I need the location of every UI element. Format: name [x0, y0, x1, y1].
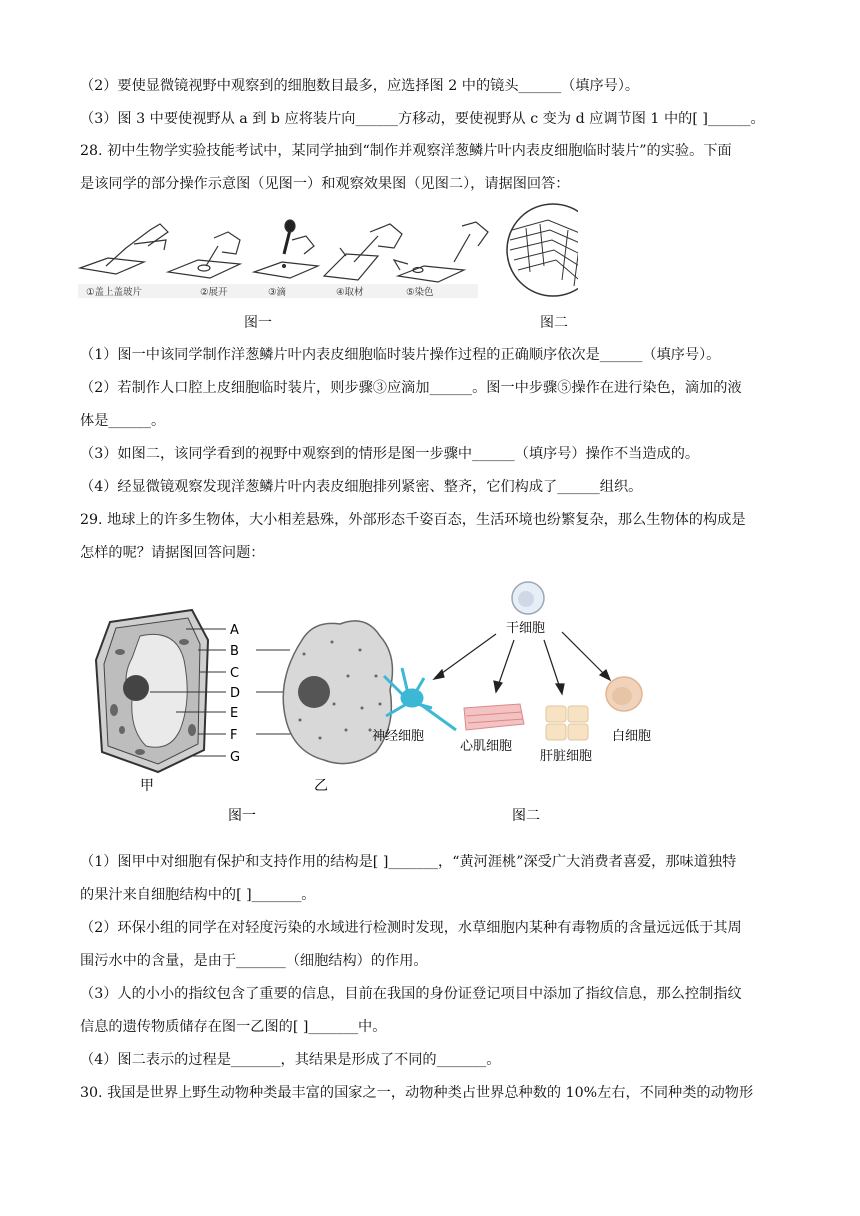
q29-part1-line1: （1）图甲中对细胞有保护和支持作用的结构是[ ]_______，“黄河涯桃”深受广大消费者喜爱，那味道独特 [80, 854, 737, 870]
step4-label: ④取材 [336, 287, 364, 298]
label-yi: 乙 [314, 778, 328, 794]
wbc-label: 白细胞 [612, 729, 652, 744]
q30-stem-line1: 30. 我国是世界上野生动物种类最丰富的国家之一，动物种类占世界总种数的 10%左右，不同种类的动物形 [80, 1085, 754, 1101]
label-jia: 甲 [140, 778, 154, 794]
fig29-caption2: 图二 [512, 808, 540, 824]
q29-part3-line2: 信息的遗传物质储存在图一乙图的[ ]_______中。 [80, 1019, 387, 1035]
step5-illustration [394, 222, 488, 282]
step2-label: ②展开 [200, 287, 228, 298]
q29-part2-line2: 围污水中的含量，是由于_______（细胞结构）的作用。 [80, 953, 428, 969]
label-f: F [230, 728, 238, 743]
label-a: A [230, 623, 239, 638]
plant-cell-illustration [96, 610, 208, 772]
label-g: G [230, 750, 241, 765]
heart-cell-label: 心肌细胞 [460, 739, 513, 754]
q28-part2-line2: 体是______。 [80, 413, 166, 429]
step2-illustration [168, 232, 240, 278]
fig28-caption2: 图二 [540, 315, 568, 331]
q29-figure [80, 580, 660, 830]
label-c: C [230, 666, 240, 681]
nerve-cell-illustration [384, 668, 456, 730]
microscope-view-illustration [507, 204, 578, 296]
q29-stem-line1: 29. 地球上的许多生物体，大小相差悬殊，外部形态千姿百态，生活环境也纷繁复杂，那么生物体的构成是 [80, 512, 746, 528]
stem-cell-illustration [512, 582, 544, 614]
liver-cell-label: 肝脏细胞 [540, 749, 593, 764]
q28-figure [78, 200, 578, 335]
liver-cell-illustration [546, 706, 588, 740]
white-blood-cell-illustration [606, 677, 642, 711]
q27-part2: （2）要使显微镜视野中观察到的细胞数目最多，应选择图 2 中的镜头______（填序号）。 [80, 78, 640, 94]
step5-label: ⑤染色 [406, 287, 434, 298]
step3-illustration [254, 220, 318, 278]
nerve-cell-label: 神经细胞 [372, 729, 425, 744]
q29-part4: （4）图二表示的过程是_______，其结果是形成了不同的_______。 [80, 1052, 501, 1068]
q27-part3: （3）图 3 中要使视野从 a 到 b 应将装片向______方移动，要使视野从 c 变为 d 应调节图 1 中的[ ]______。 [80, 111, 765, 127]
label-e: E [230, 706, 239, 721]
fig28-caption1: 图一 [244, 315, 272, 331]
heart-cell-illustration [464, 704, 524, 730]
q29-part2-line1: （2）环保小组的同学在对轻度污染的水域进行检测时发现，水草细胞内某种有毒物质的含量远远低于其周 [80, 920, 742, 936]
q28-stem-line1: 28. 初中生物学实验技能考试中，某同学抽到“制作并观察洋葱鳞片叶内表皮细胞临时装片”的实验。下面 [80, 143, 732, 159]
q28-part3: （3）如图二，该同学看到的视野中观察到的情形是图一步骤中______（填序号）操作不当造成的。 [80, 446, 700, 462]
step1-illustration [80, 224, 168, 274]
q29-stem-line2: 怎样的呢？请据图回答问题： [80, 545, 265, 561]
step1-label: ①盖上盖玻片 [86, 287, 143, 298]
step3-label: ③滴 [268, 287, 287, 298]
q29-part3-line1: （3）人的小小的指纹包含了重要的信息，目前在我国的身份证登记项目中添加了指纹信息，那么控制指纹 [80, 986, 742, 1002]
q28-stem-line2: 是该同学的部分操作示意图（见图一）和观察效果图（见图二），请据图回答： [80, 176, 570, 192]
q29-part1-line2: 的果汁来自细胞结构中的[ ]_______。 [80, 887, 316, 903]
stem-cell-label: 干细胞 [506, 621, 546, 636]
q28-part2-line1: （2）若制作人口腔上皮细胞临时装片，则步骤③应滴加______。图一中步骤⑤操作在进行染色，滴加的液 [80, 380, 742, 396]
fig29-caption1: 图一 [228, 808, 256, 824]
label-d: D [230, 686, 241, 701]
q28-part1: （1）图一中该同学制作洋葱鳞片叶内表皮细胞临时装片操作过程的正确顺序依次是______（填序号）。 [80, 347, 721, 363]
step4-illustration [324, 224, 402, 280]
q28-part4: （4）经显微镜观察发现洋葱鳞片叶内表皮细胞排列紧密、整齐，它们构成了______组织。 [80, 479, 643, 495]
label-b: B [230, 644, 239, 659]
